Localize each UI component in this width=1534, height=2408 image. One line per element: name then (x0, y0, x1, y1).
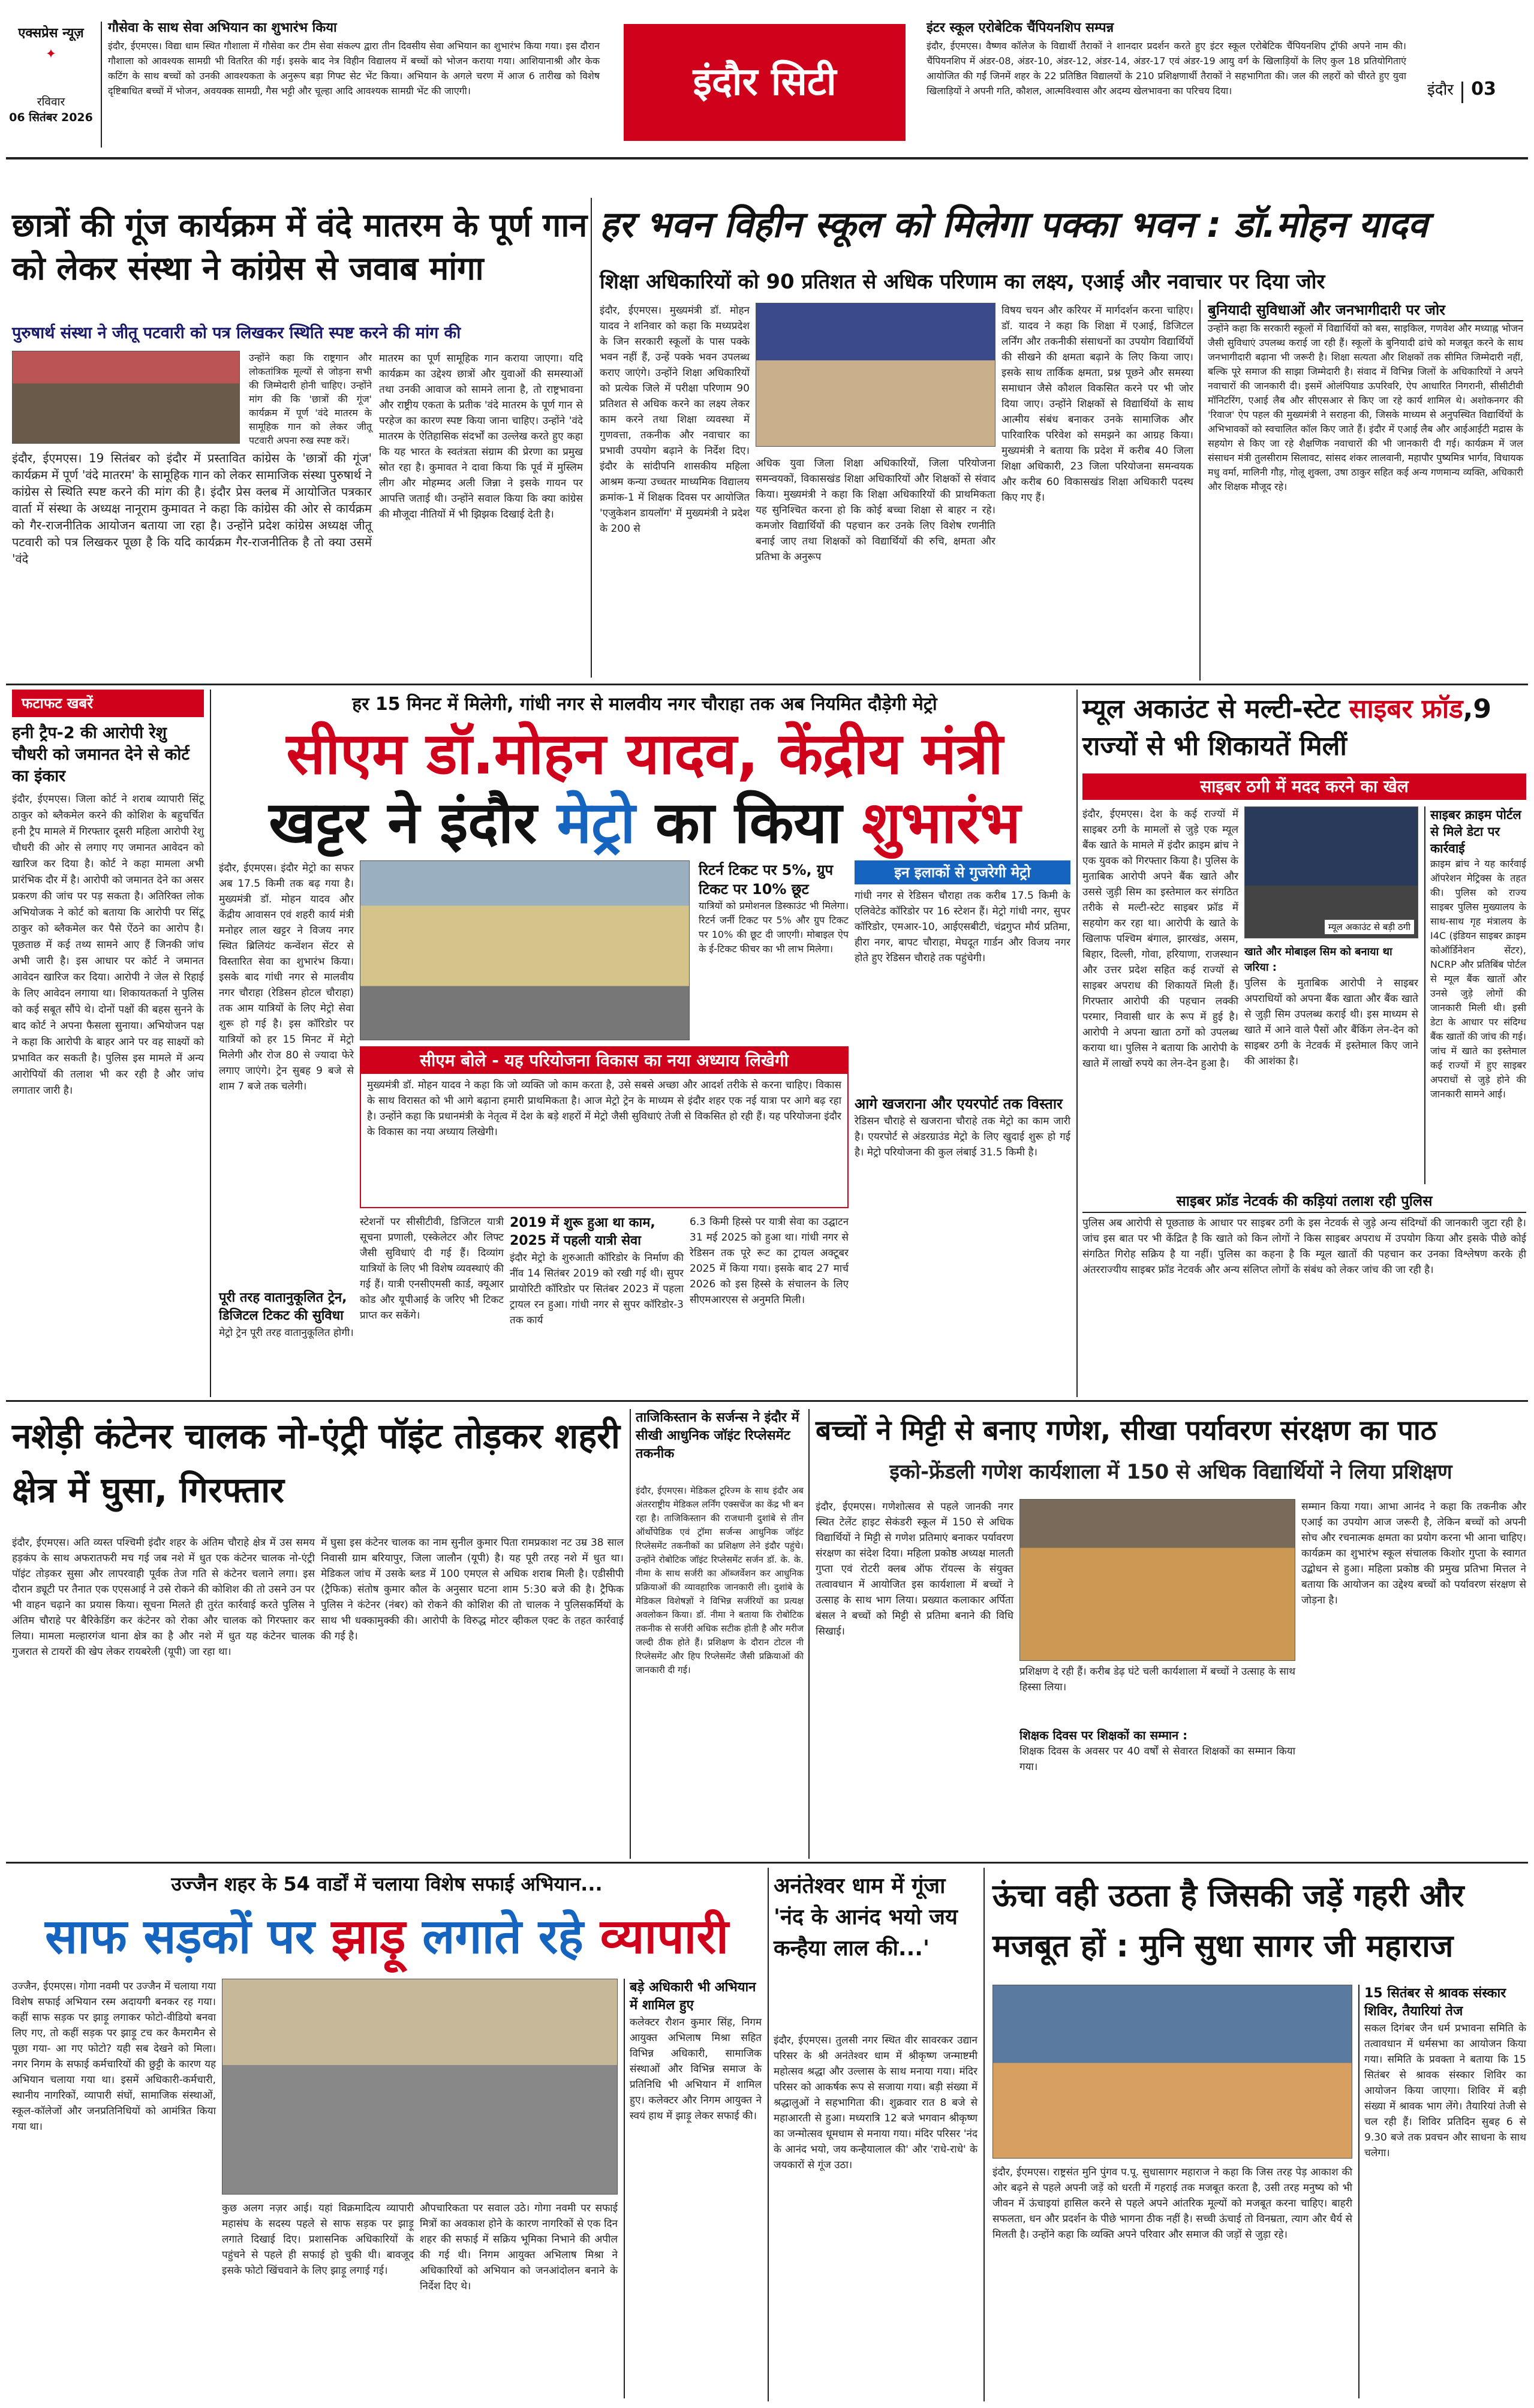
ganesh-subhead: इको-फ्रेंडली गणेश कार्यशाला में 150 से अधिक विद्यार्थियों ने लिया प्रशिक्षण (889, 1460, 1452, 1484)
container-col1: इंदौर, ईएमएस। अति व्यस्त पश्चिमी इंदौर शहर के अंतिम चौराहे क्षेत्र में उस समय हड़कंप के साथ अफरातफरी मच गई जब नशे में धुत एक कंटेनर चालक नो-एंट्री पॉइंट तोड़कर सुसा और लापरवाही पूर्वक तेज गति से कंटेनर चलाने लगा। इस दौरान ड्यूटी पर तैनात एक एएसआई ने उसे रोकने की कोशिश की तो उसने उन पर भी वाहन चढ़ाने का प्रयास किया। सूचना मिलते ही तुरंत कार्रवाई करते पुलिस ने अंतिम चौराहे पर बैरिकेडिंग कर कंटेनर को रोका और चालक को गिरफ्तार कर लिया। मामला मल्हारगंज थाना क्षेत्र का है और नशे में धुत यह कंटेनर चालक गुजरात से टायरों की खेप लेकर रायबरेली (यूपी) जा रहा था। (12, 1537, 318, 1658)
metro-airport-body: रेडिसन चौराहे से खजराना चौराहे तक मेट्रो का काम जारी है। एयरपोर्ट से अंडरग्राउंड मेट्रो के लिए खुदाई शुरू हो गई है। मेट्रो परियोजना की कुल लंबाई 31.5 किमी है। (855, 1115, 1074, 1158)
ujjain-cleaning-photo (222, 1979, 618, 2195)
ganesh-col1: इंदौर, ईएमएस। गणेशोत्सव से पहले जानकी नगर स्थित टेलेंट हाइट सेकंडरी स्कूल में 150 से अधिक विद्यार्थियों ने मिट्टी से गणेश प्रतिमाएं बनाकर पर्यावरण संरक्षण का संदेश दिया। महिला प्रकोष्ठ अध्यक्ष मालती गुप्ता एवं रोटरी क्लब ऑफ रॉयल्स के संयुक्त तत्वावधान में आयोजित इस कार्यशाला में बच्चों ने उत्साह के साथ भाग लिया। प्रख्यात कलाकार अर्पिता बंसल ने बच्चों को मिट्टी से प्रतिमा बनाने की विधि सिखाई। (816, 1501, 1017, 1638)
cyber-sim-body: पुलिस के मुताबिक आरोपी ने साइबर अपराधियों को अपना बैंक खाता और बैंक खाते से जुड़ी सिम उपलब्ध कराई थी। इस माध्यम से खाते में आने वाले पैसों और बैंकिंग लेन-देन को साइबर ठगी के नेटवर्क में इस्तेमाल किए जाने की आशंका है। (1244, 977, 1422, 1067)
page-folio (1427, 78, 1529, 114)
masthead-date: 06 सितंबर 2026 (9, 111, 93, 124)
cyber-side-body: क्राइम ब्रांच ने यह कार्रवाई ऑपरेशन मेट्रिक्स के तहत की। पुलिस को राज्य साइबर पुलिस मुख्यालय के साथ-साथ गृह मंत्रालय के I4C (इंडियन साइबर क्राइम कोऑर्डिनेशन सेंटर), NCRP और प्रतिबिंब पोर्टल से म्यूल बैंक खातों और उनसे जुड़े लोगों की जानकारी मिली थी। इसी डेटा के आधार पर संदिग्ध बैंक खातों की जांच की गई। जांच में खाते का इस्तेमाल कई राज्यों में हुए साइबर अपराधों से जुड़े होने की जानकारी सामने आई। (1430, 858, 1530, 1100)
fatafat-label-text: फटाफट खबरें (22, 695, 93, 712)
metro-headline-b: खट्टर ने इंदौर (269, 789, 537, 856)
cyber-sim-headline: खाते और मोबाइल सिम को बनाया था जरिया : (1244, 946, 1392, 974)
ananteshwar-headline: अनंतेश्वर धाम में गूंजा 'नंद के आनंद भयो जय कन्हैया लाल की...' (774, 1874, 958, 1961)
brand-ornament-icon: ✦ (45, 47, 57, 62)
right-brief-body: इंदौर, ईएमएस। वैष्णव कॉलेज के विद्यार्थी तैराकों ने शानदार प्रदर्शन करते हुए इंटर स्कूल एरोबेटिक चैंपियनशिप ट्रॉफी अपने नाम की। चैंपियनशिप में अंडर-08, अंडर-10, अंडर-12, अंडर-14, अंडर-17 एवं अंडर-19 आयु वर्ग के खिलाड़ियों के लिए कुल 18 प्रतियोगिताएं आयोजित की गईं जिनमें शहर के 22 प्रतिष्ठित विद्यालयों के 210 प्रशिक्षणार्थी तैराकों ने सहभागिता की। जल की लहरों को चीरते हुए युवा खिलाड़ियों ने अपनी गति, कौशल, आत्मविश्वास और अदम्य खेलभावना का परिचय दिया। (927, 40, 1410, 97)
brand-name: एक्सप्रेस न्यूज़ (18, 26, 84, 41)
metro-headline-metro: मेट्रो (557, 789, 636, 856)
metro-2019-body: इंदौर मेट्रो के शुरुआती कॉरिडोर के निर्माण की नींव 14 सितंबर 2019 को रखी गई थी। सुपर प्रायोरिटी कॉरिडोर पर सितंबर 2023 में पहला ट्रायल रन हुआ। गांधी नगर से सुपर कॉरिडोर-3 तक कार्य (510, 1252, 687, 1326)
mohan-education-photo (756, 303, 995, 447)
vande-headline: छात्रों की गूंज कार्यक्रम में वंदे मातरम के पूर्ण गान को लेकर संस्था ने कांग्रेस से जवाब मांगा (12, 206, 588, 287)
ujjain-col1: उज्जैन, ईएमएस। गोगा नवमी पर उज्जैन में चलाया गया विशेष सफाई अभियान रस्म अदायगी बनकर रह गया। कहीं साफ सड़क पर झाड़ू लगाकर फोटो-वीडियो बनवा लिए गए, तो कहीं सड़क पर झाड़ू टच कर कैमरामैन से पूछा गया- आ गए फोटो? यही सब देखने को मिला। नगर निगम के सफाई कर्मचारियों की छुट्टी के कारण यह अभियान चलाया गया था। इसमें अधिकारी-कर्मचारी, स्थानीय नागरिकों, व्यापारी संघों, सामाजिक संस्थाओं, स्कूल-कॉलेजों और जनप्रतिनिधियों को आमंत्रित किया गया था। (12, 1980, 219, 2133)
metro-2019-headline: 2019 में शुरू हुआ था काम, 2025 में पहली यात्री सेवा (510, 1215, 655, 1248)
ganesh-teacher-body: शिक्षक दिवस के अवसर पर 40 वर्षों से सेवारत शिक्षकों का सम्मान किया गया। (1019, 1745, 1299, 1773)
metro-col3: स्टेशनों पर सीसीटीवी, डिजिटल यात्री सूचना प्रणाली, एस्केलेटर और लिफ्ट जैसी सुविधाएं दी गई हैं। दिव्यांग यात्रियों के लिए भी विशेष व्यवस्थाएं की गई हैं। यात्री एनसीएमसी कार्ड, क्यूआर कोड और यूपीआई के जरिए भी टिकट प्राप्त कर सकेंगे। (360, 1216, 507, 1322)
metro-fare-headline: रिटर्न टिकट पर 5%, ग्रुप टिकट पर 10% छूट (699, 862, 834, 898)
fatafat-label (12, 690, 204, 717)
metro-stations-headline: इन इलाकों से गुजरेगी मेट्रो (855, 860, 1070, 884)
cyber-subhead: साइबर ठगी में मदद करने का खेल (1082, 773, 1526, 800)
cyber-photo (1244, 806, 1418, 938)
right-brief-headline: इंटर स्कूल एरोबेटिक चैंपियनशिप सम्पन्न (927, 20, 1114, 35)
left-brief-headline: गौसेवा के साथ सेवा अभियान का शुभारंभ किया (108, 20, 337, 35)
ujjain-headline (12, 1904, 762, 1973)
ujjain-side-box (624, 1979, 765, 2398)
cyber-side-box (1424, 806, 1530, 1184)
masthead-day: रविवार (37, 95, 65, 109)
left-brief-body: इंदौर, ईएमएस। विद्या धाम स्थित गौशाला में गौसेवा कर टीम सेवा संकल्प द्वारा तीन दिवसीय सेवा अभियान का शुभारंभ किया गया। इस दौरान गौशाला को आवश्यक सामग्री भी वितरित की गई। इसके बाद नेत्र विहीन विद्यालय में बच्चों को भोजन कराया गया। आशियानाश्री और केक कटिंग के साथ बच्चों को उनकी आवश्यकता के अनुरूप बड़ा गिफ्ट सेट भेंट किया। अभियान के अगले चरण में आज 6 तारीख को विशेष दृष्टिबाधित बच्चों में भोजन, अवयक्क सामग्री, गैस भट्टी और चूल्हा आदि आवश्यक सामग्री भेंट की जाएगी। (108, 40, 603, 97)
metro-airport-box (855, 1094, 1074, 1394)
mohan-col2: अधिक युवा जिला शिक्षा अधिकारियों, जिला परियोजना समन्वयकों, विकासखंड शिक्षा अधिकारियों और शिक्षकों से संवाद किया। मुख्यमंत्री ने कहा कि शिक्षा अधिकारियों की प्राथमिकता यह सुनिश्चित करना हो कि कोई बच्चा शिक्षा से बाहर न रहे। कमजोर विद्यार्थियों की पहचान कर उनके लिए विशेष रणनीति बनाई जाए तथा शिक्षकों को विद्यार्थियों की रुचि, क्षमता और प्रतिभा के अनुरूप (756, 457, 999, 563)
metro-ac-headline: पूरी तरह वातानुकूलित ट्रेन, डिजिटल टिकट की सुविधा (219, 1290, 347, 1323)
ganesh-col3: सम्मान किया गया। आभा आनंद ने कहा कि तकनीक और एआई का उपयोग आज जरूरी है, लेकिन बच्चों को अपनी सोच और रचनात्मक क्षमता का प्रयोग करना भी आना चाहिए। कार्यक्रम का शुभारंभ स्कूल संचालक किशोर गुप्ता के स्वागत उद्बोधन से हुआ। महिला प्रकोष्ठ की प्रमुख प्रतिभा मित्तल ने बताया कि आयोजन का उद्देश्य बच्चों को पर्यावरण संरक्षण से जोड़ना है। (1301, 1501, 1530, 1606)
muni-headline: ऊंचा वही उठता है जिसकी जड़ें गहरी और मजबूत हों : मुनि सुधा सागर जी महाराज (992, 1878, 1464, 1964)
mohan-col3: विषय चयन और करियर में मार्गदर्शन करना चाहिए। डॉ. यादव ने कहा कि शिक्षा में एआई, डिजिटल लर्निंग और तकनीकी संसाधनों का उपयोग विद्यार्थियों की सीखने की क्षमता बढ़ाने के लिए किया जाए। इसके साथ तार्किक क्षमता, प्रश्न पूछने और समस्या समाधान जैसे कौशल विकसित करने पर भी जोर दिया जाए। उन्होंने शिक्षकों से विद्यार्थियों के साथ आत्मीय संबंध बनाकर उनके सामाजिक और पारिवारिक परिवेश को समझने का आग्रह किया। मुख्यमंत्री ने बताया कि प्रदेश में करीब 40 जिला शिक्षा अधिकारी, 23 जिला परियोजना समन्वयक और करीब 60 विकासखंड शिक्षा अधिकारी पदस्थ किए गए हैं। (1001, 305, 1197, 504)
masthead-left-story (108, 18, 603, 153)
cyber-body: इंदौर, ईएमएस। देश के कई राज्यों में साइबर ठगी के मामलों से जुड़े एक म्यूल बैंक खाते के मामले में इंदौर क्राइम ब्रांच ने एक युवक को गिरफ्तार किया है। पुलिस के मुताबिक आरोपी अपने बैंक खाते और उससे जुड़ी सिम का इस्तेमाल कर संगठित तरीके से मल्टी-स्टेट साइबर फ्रॉड में सहयोग कर रहा था। आरोपी के खाते के खिलाफ पश्चिम बंगाल, झारखंड, असम, बिहार, दिल्ली, गोवा, हरियाणा, राजस्थान और उत्तर प्रदेश सहित कई राज्यों से साइबर अपराध की शिकायतें मिली हैं। गिरफ्तार आरोपी की पहचान लक्की परमार, निवासी धार के रूप में हुई है। आरोपी ने अपना खाता ठगों को उपलब्ध कराया था। पुलिस ने बताया कि आरोपी के खाते में लाखों रुपये का लेन-देन हुआ है। (1082, 808, 1242, 1070)
muni-side-body: सकल दिगंबर जैन धर्म प्रभावना समिति के तत्वावधान में धर्मसभा का आयोजन किया गया। समिति के प्रवक्ता ने बताया कि 15 सितंबर से श्रावक संस्कार शिविर का आयोजन किया जाएगा। शिविर में बड़ी संख्या में श्रावक भाग लेंगे। तैयारियां तेजी से चल रही हैं। शिविर प्रतिदिन सुबह 6 से 9.30 बजे तक प्रवचन और साधना के साथ चलेगा। (1364, 2022, 1530, 2159)
ganesh-teacher-box (1019, 1727, 1299, 1859)
cyber-headline-b: ,9 राज्यों से भी शिकायतें मिलीं (1082, 694, 1491, 761)
ganesh-photo-caption: प्रशिक्षण दे रही हैं। करीब डेढ़ घंटे चली कार्यशाला में बच्चों ने उत्साह के साथ हिस्सा लिया। (1019, 1666, 1299, 1693)
ganesh-headline: बच्चों ने मिट्टी से बनाए गणेश, सीखा पर्यावरण संरक्षण का पाठ (816, 1414, 1437, 1446)
muni-side-box (1358, 1985, 1530, 2398)
metro-ac-body: मेट्रो ट्रेन पूरी तरह वातानुकूलित होगी। (219, 1327, 354, 1339)
cyber-bottom-box (1082, 1190, 1530, 1397)
cyber-headline-fraud: फ्रॉड (1421, 694, 1463, 724)
ujjain-col2: कुछ अलग नज़र आई। यहां विक्रमादित्य व्यापारी महासंघ के सदस्य पहले से साफ सड़क पर झाड़ू लगाते दिखाई दिए। प्रशासनिक अधिकारियों के पहुंचने से पहले ही सफाई हो चुकी थी। बावजूद इसके फोटो खिंचवाने के लिए झाड़ू लगाई गई। (222, 2202, 417, 2277)
vande-press-photo (12, 351, 240, 444)
tajik-body: इंदौर, ईएमएस। मेडिकल टूरिज्म के साथ इंदौर अब अंतरराष्ट्रीय मेडिकल लर्निंग एक्सचेंज का केंद्र भी बन रहा है। ताजिकिस्तान की राजधानी दुशांबे से तीन ऑर्थोपेडिक एवं ट्रॉमा सर्जन्स आधुनिक जॉइंट रिप्लेसमेंट तकनीकों का प्रशिक्षण लेने इंदौर पहुंचे। उन्होंने रोबोटिक जॉइंट रिप्लेसमेंट सर्जन डॉ. के. के. नीमा के साथ सर्जरी का ऑब्जर्वेशन कर आधुनिक प्रक्रियाओं की व्यावहारिक जानकारी ली। दुशांबे के मेडिकल विशेषज्ञों ने विभिन्न सर्जरियों का प्रत्यक्ष अवलोकन किया। डॉ. नीमा ने बताया कि रोबोटिक तकनीक से सर्जरी अधिक सटीक होती है और मरीज जल्दी ठीक होते हैं। प्रशिक्षण के दौरान टोटल नी रिप्लेसमेंट और हिप रिप्लेसमेंट जैसी प्रक्रियाओं की जानकारी दी गई। (636, 1485, 807, 1675)
muni-side-headline: 15 सितंबर से श्रावक संस्कार शिविर, तैयारियां तेज (1364, 1986, 1506, 2019)
ujjain-headline-vyapari: व्यापारी (600, 1909, 729, 1964)
mohan-side-body: उन्होंने कहा कि सरकारी स्कूलों में विद्यार्थियों को बस, साइकिल, गणवेश और मध्याह्न भोजन जैसी सुविधाएं उपलब्ध कराई जा रही हैं। स्कूलों के बुनियादी ढांचे को मजबूत करने के साथ जनभागीदारी बढ़ाना भी जरूरी है। शिक्षा सत्यता और शिक्षकों तक सीमित जिम्मेदारी नहीं, बल्कि पूरे समाज की साझा जिम्मेदारी है। संवाद में विभिन्न जिलों के अधिकारियों ने अपने नवाचारों की जानकारी दी। इसमें ओलंपियाड ऊपरिवरि, ऐप आधारित निगरानी, सीसीटीवी मॉनिटरिंग, एआई लैब और सीएसआर से किए जा रहे कार्य शामिल थे। अशोकनगर की 'रिवाज' ऐप पहल की मुख्यमंत्री ने सराहना की, जिसके माध्यम से अनुपस्थित विद्यार्थियों के अभिभावकों को स्वचालित कॉल किए जाते हैं। इंदौर में एआई लैब और आईआईटी मद्रास के सहयोग से किए जा रहे शैक्षणिक नवाचारों की भी जानकारी दी गई। कार्यक्रम में जल संसाधन मंत्री तुलसीराम सिलावट, सांसद शंकर लालवानी, महापौर पुष्यमित्र भार्गव, विधायक मधु वर्मा, मालिनी गौड़, गोलू शुक्ला, उषा ठाकुर सहित कई अन्य गणमान्य व्यक्ति, अधिकारी और शिक्षक मौजूद रहे। (1208, 323, 1527, 492)
masthead-right-story (927, 18, 1410, 153)
metro-kicker: हर 15 मिनट में मिलेगी, गांधी नगर से मालवीय नगर चौराहा तक अब नियमित दौड़ेगी मेट्रो (352, 694, 937, 715)
folio-page-number: 03 (1471, 79, 1496, 100)
fatafat-body: इंदौर, ईएमएस। जिला कोर्ट ने शराब व्यापारी सिंटू ठाकुर को ब्लैकमेल करने की कोशिश के बहुचर्चित हनी ट्रैप मामले में गिरफ्तार दूसरी महिला आरोपी रेशु चौधरी की ओर से लगाए गए जमानत आवेदन को खारिज कर दिया है। कोर्ट ने कहा मामला अभी प्रारंभिक दौर में है। आरोपी को जमानत देने का असर प्रकरण की जांच पर पड़ सकता है। अतिरिक्त लोक अभियोजक ने कोर्ट को बताया कि आरोपी पर सिंटू ठाकुर को ब्लैकमेल कर पैसे ऐंठने का आरोप है। पूछताछ में कई तथ्य सामने आए हैं जिनकी जांच अभी जारी है। इस आधार पर कोर्ट ने जमानत आवेदन खारिज कर दिया। आरोपी ने जेल से रिहाई के लिए आवेदन लगाया था। शिकायतकर्ता ने पुलिस को कई सबूत सौंपे थे। दोनों पक्षों की बहस सुनने के बाद कोर्ट ने अपना फैसला सुनाया। अभियोजन पक्ष ने कहा कि आरोपी के बाहर आने पर वह साक्ष्यों को प्रभावित कर सकती है। पुलिस इस मामले में अन्य आरोपियों की तलाश भी कर रही है और जांच लगातार जारी है। (12, 793, 207, 1097)
muni-body: इंदौर, ईएमएस। राष्ट्रसंत मुनि पुंगव प.पू. सुधासागर महाराज ने कहा कि जिस तरह पेड़ आकाश की ओर बढ़ने से पहले अपनी जड़ें को धरती में गहराई तक मजबूत करता है, उसी तरह मनुष्य को भी जीवन में ऊंचाइयां हासिल करने से पहले अपने आंतरिक मूल्यों को मजबूत करना चाहिए। बाहरी सफलता, धन और प्रदर्शन के पीछे भागना ठीक नहीं है। सच्ची ऊंचाई तो विनम्रता, त्याग और धैर्य से मिलती है। उन्होंने कहा कि व्यक्ति अपने परिवार और समाज की जड़ों से जुड़ा रहे। (992, 2166, 1356, 2241)
mohan-subhead: शिक्षा अधिकारियों को 90 प्रतिशत से अधिक परिणाम का लक्ष्य, एआई और नवाचार पर दिया जोर (600, 270, 1325, 294)
ujjain-headline-a: साफ सड़कों पर (45, 1909, 315, 1964)
mohan-col1: इंदौर, ईएमएस। मुख्यमंत्री डॉ. मोहन यादव ने शनिवार को कहा कि मध्यप्रदेश के जिन सरकारी स्कूलों के पास पक्के भवन नहीं हैं, उन्हें पक्के भवन उपलब्ध कराए जाएंगे। उन्होंने शिक्षा अधिकारियों को प्रत्येक जिले में परीक्षा परिणाम 90 प्रतिशत से अधिक करने का लक्ष्य लेकर काम करने तथा शिक्षा व्यवस्था में गुणवत्ता, तकनीक और नवाचार का प्रभावी उपयोग बढ़ाने के निर्देश दिए। इंदौर के सांदीपनि शासकीय महिला आश्रम कन्या उच्चतर माध्यमिक विद्यालय क्रमांक-1 में शिक्षक दिवस पर आयोजित 'एजुकेशन डायलॉग' में मुख्यमंत्री ने प्रदेश के 200 से (600, 305, 753, 535)
metro-ac-box (219, 1289, 354, 1397)
vande-col3: उन्होंने कहा कि राष्ट्रगान और लोकतांत्रिक मूल्यों से जोड़ना सभी की जिम्मेदारी होनी चाहिए। उन्होंने मांग की कि 'छात्रों की गूंज' कार्यक्रम में पूर्ण 'वंदे मातरम के सामूहिक गान को लेकर जीतू पटवारी अपना रुख स्पष्ट करें। (249, 352, 375, 446)
ganesh-teacher-headline: शिक्षक दिवस पर शिक्षकों का सम्मान : (1019, 1728, 1188, 1742)
section-title: इंदौर सिटी (693, 60, 837, 104)
container-col2: में घुसा इस कंटेनर चालक का नाम सुनील कुमार पिता रामप्रकाश नट उम्र 38 साल निवासी ग्राम बरियापुर, जिला जालौन (यूपी) है। यह पूरी तरह नशे में धुत था। मेडिकल जांच में उसके ब्लड में 100 एमएल से अधिक शराब मिली है। एडीसीपी (ट्रैफिक) संतोष कुमार कौल के अनुसार घटना शाम 5:30 बजे की है। ट्रैफिक पुलिस ने कंटेनर (नंबर) को रोकने की कोशिश की तो चालक ने पुलिसकर्मियों के साथ भी धक्कामुक्की की। आरोपी के विरुद्ध मोटर व्हीकल एक्ट के तहत कार्रवाई की गई है। (321, 1537, 627, 1642)
cyber-headline-a: म्यूल अकाउंट से मल्टी-स्टेट (1082, 694, 1340, 724)
metro-stations-box (855, 860, 1074, 1088)
ujjain-side-headline: बड़े अधिकारी भी अभियान में शामिल हुए (630, 1980, 756, 2013)
mohan-headline: हर भवन विहीन स्कूल को मिलेगा पक्का भवन : डॉ.मोहन यादव (600, 204, 1428, 246)
metro-fare-body: यात्रियों को प्रमोशनल डिस्काउंट भी मिलेगा। रिटर्न जर्नी टिकट पर 5% और ग्रुप टिकट पर 10% की छूट दी जाएगी। मोबाइल ऐप के ई-टिकट फीचर का भी लाभ मिलेगा। (699, 900, 852, 955)
metro-headline-a: सीएम डॉ.मोहन यादव, केंद्रीय मंत्री (286, 720, 1003, 787)
cyber-bottom-headline: साइबर फ्रॉड नेटवर्क की कड़ियां तलाश रही पुलिस (1082, 1190, 1526, 1213)
ujjain-headline-b: लगाते रहे (422, 1909, 583, 1964)
fatafat-headline: हनी ट्रैप-2 की आरोपी रेशु चौधरी को जमानत देने से कोर्ट का इंकार (12, 724, 190, 785)
ujjain-headline-jhadu: झाड़ू (331, 1909, 406, 1964)
tajik-headline: ताजिकिस्तान के सर्जन्स ने इंदौर में सीखी आधुनिक जॉइंट रिप्लेसमेंट तकनीक (636, 1410, 799, 1461)
metro-col5: 6.3 किमी हिस्से पर यात्री सेवा का उद्घाटन 31 मई 2025 को हुआ था। गांधी नगर से रेडिसन तक पूरे रूट का ट्रायल अक्टूबर 2025 में किया गया। इसके बाद 27 मार्च 2026 को इस हिस्से के संचालन के लिए सीएमआरएस से अनुमति मिली। (690, 1216, 852, 1306)
cyber-side-headline: साइबर क्राइम पोर्टल से मिले डेटा पर कार्रवाई (1430, 808, 1521, 856)
ujjain-kicker: उज्जैन शहर के 54 वार्डों में चलाया विशेष सफाई अभियान... (171, 1873, 603, 1895)
folio-city: इंदौर (1427, 81, 1454, 99)
ujjain-col3: औपचारिकता पर सवाल उठे। गोगा नवमी पर सफाई मित्रों का अवकाश होने के कारण नागरिकों से एक दिन शहर की सफाई में सक्रिय भूमिका निभाने की अपील की गई थी। निगम आयुक्त अभिलाष मिश्रा ने अधिकारियों को अभियान को जनआंदोलन बनाने के निर्देश दिए थे। (420, 2202, 621, 2292)
cyber-photo-caption: म्यूल अकाउंट से बड़ी ठगी (1325, 920, 1414, 934)
vande-subhead: पुरुषार्थ संस्था ने जीतू पटवारी को पत्र लिखकर स्थिति स्पष्ट करने की मांग की (12, 324, 461, 342)
metro-fare-box (699, 860, 852, 1040)
muni-dharmsabha-photo (992, 1985, 1352, 2159)
ujjain-side-body: कलेक्टर रौशन कुमार सिंह, निगम आयुक्त अभिलाष मिश्रा सहित विभिन्न अधिकारी, सामाजिक संस्थाओं और विभिन्न समाज के प्रतिनिधि भी अभियान में शामिल हुए। कलेक्टर और निगम आयुक्त ने स्वयं हाथ में झाड़ू लेकर सफाई की। (630, 2016, 765, 2122)
metro-cm-box-body: मुख्यमंत्री डॉ. मोहन यादव ने कहा कि जो व्यक्ति जो काम करता है, उसे सबसे अच्छा और आदर्श तरीके से करना चाहिए। विकास के साथ विरासत को भी आगे बढ़ाना हमारी प्राथमिकता है। आज मेट्रो ट्रेन के माध्यम से इंदौर शहर एक नई यात्रा पर आगे बढ़ रहा है। उन्होंने कहा कि प्रधानमंत्री के नेतृत्व में देश के बड़े शहरों में मेट्रो जैसी सुविधाएं तेजी से विकसित हो रही हैं। यह परियोजना इंदौर के विकास का नया अध्याय लिखेगी। (367, 1079, 845, 1138)
metro-headline-shubh: शुभारंभ (862, 789, 1021, 856)
cyber-headline (1082, 691, 1526, 769)
metro-stations-body: गांधी नगर से रेडिसन चौराहा तक करीब 17.5 किमी के एलिवेटेड कॉरिडोर पर 16 स्टेशन हैं। मेट्रो गांधी नगर, सुपर कॉरिडोर, एमआर-10, आईएसबीटी, चंद्रगुप्त मौर्य प्रतिमा, हीरा नगर, बापट चौराहा, मेघदूत गार्डन और विजय नगर होते हुए रेडिसन चौराहे तक पहुंचेगी। (855, 890, 1074, 964)
cyber-sim-box (1244, 944, 1422, 1184)
metro-col1: इंदौर, ईएमएस। इंदौर मेट्रो का सफर अब 17.5 किमी तक बढ़ गया है। मुख्यमंत्री डॉ. मोहन यादव और केंद्रीय आवासन एवं शहरी कार्य मंत्री मनोहर लाल खट्टर ने विजय नगर स्थित ब्रिलियंट कन्वेंशन सेंटर से विस्तारित सेवा का शुभारंभ किया। इसके बाद गांधी नगर से मालवीय नगर चौराहा (रेडिसन होटल चौराहा) तक आम यात्रियों के लिए मेट्रो सेवा शुरू हो गई है। इस कॉरिडोर पर यात्रियों को हर 15 मिनट में मेट्रो मिलेगी और रोज 80 से ज्यादा फेरे लगाए जाएंगे। ट्रेन सुबह 9 बजे से शाम 7 बजे तक चलेगी। (219, 862, 357, 1092)
ganesh-workshop-photo (1019, 1499, 1295, 1661)
metro-airport-headline: आगे खजराना और एयरपोर्ट तक विस्तार (855, 1095, 1063, 1112)
cyber-headline-cyber: साइबर (1349, 694, 1413, 724)
masthead-brand-box (6, 22, 96, 142)
metro-inauguration-photo (360, 860, 690, 1040)
metro-cm-box (360, 1046, 849, 1208)
cyber-bottom-body: पुलिस अब आरोपी से पूछताछ के आधार पर साइबर ठगी के इस नेटवर्क से जुड़े अन्य संदिग्धों की जानकारी जुटा रही है। जांच इस बात पर भी केंद्रित है कि खाते को किन लोगों ने किस साइबर अपराध में उपयोग किया और इसके पीछे कोई संगठित गिरोह सक्रिय है या नहीं। पुलिस का कहना है कि म्यूल खातों की पहचान कर उनका विश्लेषण करके ही अंतरराज्यीय साइबर फ्रॉड नेटवर्क और अन्य संलिप्त लोगों के संबंध को लेकर जांच की जा रही है। (1082, 1217, 1530, 1276)
metro-2019-box (510, 1214, 687, 1394)
mohan-side-headline: बुनियादी सुविधाओं और जनभागीदारी पर जोर (1208, 300, 1523, 321)
metro-headline-line1 (219, 720, 1070, 788)
vande-col1: इंदौर, ईएमएस। 19 सितंबर को इंदौर में प्रस्तावित कांग्रेस के 'छात्रों की गूंज' कार्यक्रम में पूर्ण 'वंदे मातरम' के सामूहिक गान को लेकर सामाजिक संस्था पुरुषार्थ ने कांग्रेस से स्थिति स्पष्ट करने की मांग की है। इंदौर प्रेस क्लब में आयोजित पत्रकार वार्ता में संस्था के अध्यक्ष नानूराम कुमावत ने कहा कि कांग्रेस की ओर से कार्यक्रम को गैर-राजनीतिक आयोजन बताया जा रहा है। उन्होंने प्रदेश कांग्रेस अध्यक्ष जीतू पटवारी को पत्र लिखकर पूछा है कि यदि कार्यक्रम गैर-राजनीतिक है तो क्या उसमें 'वंदे (12, 451, 376, 566)
metro-headline-line2 (219, 788, 1070, 857)
container-headline: नशेड़ी कंटेनर चालक नो-एंट्री पॉइंट तोड़कर शहरी क्षेत्र में घुसा, गिरफ्तार (12, 1416, 620, 1510)
vande-col2: मातरम का पूर्ण सामूहिक गान कराया जाएगा। यदि कार्यक्रम का उद्देश्य छात्रों और युवाओं की समस्याओं तथा उनकी आवाज को सामने लाना है, तो राष्ट्रभावना और राष्ट्रीय एकता के प्रतीक 'वंदे मातरम के पूर्ण गान से परहेज का कारण स्पष्ट किया जाना चाहिए। उन्होंने 'वंदे मातरम के ऐतिहासिक संदर्भों का उल्लेख करते हुए कहा कि यह भारत के स्वतंत्रता संग्राम की प्रेरणा का प्रमुख स्रोत रहा है। कुमावत ने दावा किया कि पूर्व में मुस्लिम लीग और मोहम्मद अली जिन्ना ने इसके गायन पर आपत्ति जताई थी। उन्होंने सवाल किया कि क्या कांग्रेस की मौजूदा नीतियों में भी झिझक दिखाई देती है। (379, 353, 586, 520)
mohan-side-box (1199, 300, 1527, 681)
metro-cm-box-headline: सीएम बोले - यह परियोजना विकास का नया अध्याय लिखेगी (361, 1048, 847, 1074)
section-title-box (624, 24, 906, 141)
ananteshwar-body: इंदौर, ईएमएस। तुलसी नगर स्थित वीर सावरकर उद्यान परिसर के श्री अनंतेश्वर धाम में श्रीकृष्ण जन्माष्टमी महोत्सव श्रद्धा और उल्लास के साथ मनाया गया। मंदिर परिसर को आकर्षक रूप से सजाया गया। बड़ी संख्या में श्रद्धालुओं ने सहभागिता की। शुक्रवार रात 8 बजे से महाआरती से हुआ। मध्यरात्रि 12 बजे भगवान श्रीकृष्ण का जन्मोत्सव धूमधाम से मनाया गया। मंदिर परिसर 'नंद के आनंद भयो, जय कन्हैयालाल की' और 'राधे-राधे' के जयकारों से गूंज उठा। (774, 2034, 981, 2171)
metro-headline-c: का किया (655, 789, 842, 856)
